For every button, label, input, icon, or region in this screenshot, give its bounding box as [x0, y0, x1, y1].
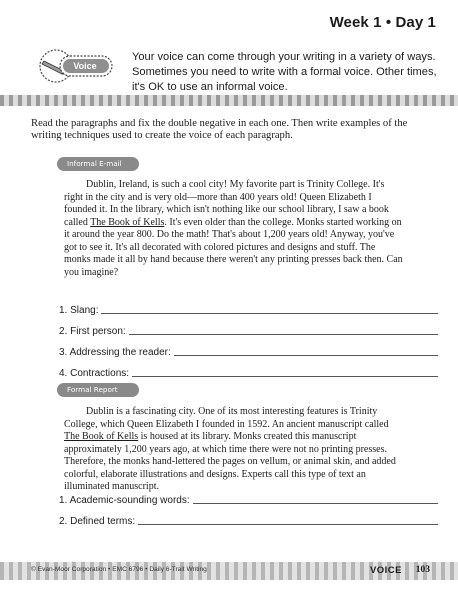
informal-paragraph [64, 179, 404, 279]
answer-line[interactable] [59, 302, 438, 316]
page-title: Week 1 • Day 1 [329, 14, 436, 31]
answer-rule [129, 334, 438, 335]
question-label: 2. First person: [59, 326, 126, 337]
question-label: 1. Slang: [59, 305, 99, 316]
question-label: 4. Contractions: [59, 368, 130, 379]
formal-book-title: The Book of Kells [64, 431, 139, 443]
informal-book-title: The Book of Kells [90, 216, 165, 228]
question-label: 1. Academic-sounding words: [59, 495, 190, 506]
question-label: 2. Defined terms: [59, 516, 136, 527]
section-tab-informal: Informal E-mail [57, 157, 139, 171]
footer-section-label: VOICE [369, 565, 402, 576]
answer-line[interactable] [59, 513, 438, 527]
instructions: Read the paragraphs and fix the double negative in each one. Then write examples of the writing techniques used to create the voice of each paragraph. [31, 118, 408, 142]
formal-text-start: Dublin is a fascinating city. One of its most interesting features is Trinity College, which Queen Elizabeth I founded in 1592. An ancient manuscript called [64, 406, 389, 430]
informal-text-end: . It's even older than the college. Monks started working on it around the year 800. Do the math! That's about 1,200 years old! Anyway, you've got to see it. It's all decorated with colored pictures and designs and stuff. The monks made it all by hand because there weren't any printing presses back then. Can you imagine? [64, 216, 403, 278]
formal-paragraph [64, 406, 404, 494]
copyright-text: © Evan-Moor Corporation • EMC 6796 • Daily 6-Trait Writing [31, 566, 207, 573]
informal-text-start: Dublin, Ireland, is such a cool city! My favorite part is Trinity College. It's right in the city and is very old—more than 400 years old! Queen Elizabeth I founded it. In the library, which isn't nothing like our school library, I saw a book called [64, 179, 389, 228]
question-label: 3. Addressing the reader: [59, 347, 171, 358]
answer-rule [193, 503, 438, 504]
answer-line[interactable] [59, 344, 438, 358]
answer-rule [174, 355, 438, 356]
intro-text: Your voice can come through your writing in a variety of ways. Sometimes you need to write with a formal voice. Other times, it's OK to use an informal voice. [132, 51, 437, 93]
voice-badge [38, 48, 116, 84]
answer-rule [138, 524, 438, 525]
answer-line[interactable] [59, 492, 438, 506]
formal-text-end: is housed at its library. Monks created this manuscript approximately 1,200 years ago, at which time there were not no printing presses. Therefore, the monks hand-lettered the pages on vellum, or animal skin, and added colorful, elaborate illustrations and designs. Experts call this type of text an illuminated manuscript. [64, 431, 396, 493]
badge-label: Voice [73, 61, 97, 71]
answer-line[interactable] [59, 365, 438, 379]
section-tab-formal: Formal Report [57, 383, 139, 397]
page-number: 103 [415, 565, 430, 575]
answer-line[interactable] [59, 323, 438, 337]
answer-rule [101, 313, 438, 314]
answer-rule [132, 376, 438, 377]
divider-stripe [0, 95, 458, 106]
